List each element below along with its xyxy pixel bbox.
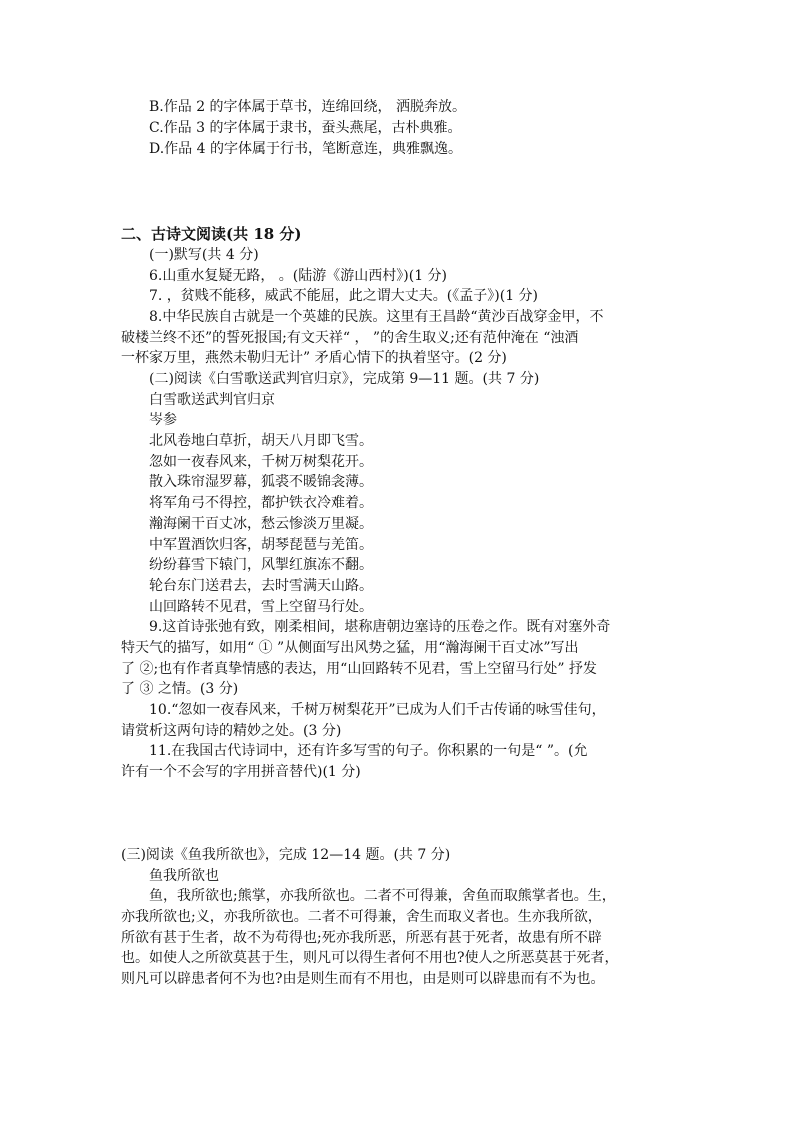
question-11-line: 11.在我国古代诗词中，还有许多写雪的句子。你积累的一句是“ ”。(允: [149, 743, 588, 759]
subsection-heading: (三)阅读《鱼我所欲也》，完成 12—14 题。(共 7 分): [121, 847, 451, 863]
passage-line: 也。如使人之所欲莫甚于生，则凡可以得生者何不用也?使人之所恶莫甚于死者，: [121, 950, 619, 966]
passage-line: 亦我所欲也;义，亦我所欲也。二者不可得兼，舍生而取义者也。生亦我所欲，: [121, 909, 602, 925]
poem-line: 瀚海阑干百丈冰，愁云惨淡万里凝。: [149, 516, 373, 532]
subsection-heading: (一)默写(共 4 分): [149, 247, 259, 263]
question-9-line: 特天气的描写，如用“ ① ”从侧面写出风势之猛，用“瀚海阑干百丈冰”写出: [121, 640, 579, 656]
option-b: B.作品 2 的字体属于草书，连绵回绕， 洒脱奔放。: [149, 99, 466, 115]
poem-line: 纷纷暮雪下辕门，风掣红旗冻不翻。: [149, 557, 373, 573]
question-8-line: 一杯家万里，燕然未勒归无计” 矛盾心情下的执着坚守。(2 分): [121, 350, 507, 366]
poem-line: 山回路转不见君，雪上空留马行处。: [149, 599, 373, 615]
question-11-line: 许有一个不会写的字用拼音替代)(1 分): [121, 764, 361, 780]
option-c: C.作品 3 的字体属于隶书，蚕头燕尾，古朴典雅。: [149, 120, 462, 136]
passage-line: 所欲有甚于生者，故不为苟得也;死亦我所恶，所恶有甚于死者，故患有所不辟: [121, 930, 602, 946]
passage-line: 则凡可以辟患者何不为也?由是则生而有不用也，由是则可以辟患而有不为也。: [121, 971, 605, 987]
option-d: D.作品 4 的字体属于行书，笔断意连，典雅飘逸。: [149, 141, 462, 157]
poem-line: 忽如一夜春风来，千树万树梨花开。: [149, 454, 373, 470]
passage-title: 鱼我所欲也: [149, 868, 219, 884]
poem-line: 散入珠帘湿罗幕，狐裘不暖锦衾薄。: [149, 474, 373, 490]
question-9-line: 了 ②;也有作者真挚情感的表达，用“山回路转不见君，雪上空留马行处” 抒发: [121, 661, 597, 677]
question-10-line: 请赏析这两句诗的精妙之处。(3 分): [121, 723, 342, 739]
question-9-line: 9.这首诗张弛有致，刚柔相间，堪称唐朝边塞诗的压卷之作。既有对塞外奇: [149, 619, 611, 635]
section-heading: 二、古诗文阅读(共 18 分): [121, 225, 302, 243]
question-7: 7. ，贫贱不能移，威武不能屈，此之谓大丈夫。(《孟子》)(1 分): [149, 288, 539, 304]
poem-line: 北风卷地白草折，胡天八月即飞雪。: [149, 433, 373, 449]
poem-line: 轮台东门送君去，去时雪满天山路。: [149, 578, 373, 594]
question-10-line: 10.“忽如一夜春风来，千树万树梨花开”已成为人们千古传诵的咏雪佳句，: [149, 702, 606, 718]
question-8-line: 8.中华民族自古就是一个英雄的民族。这里有王昌龄“黄沙百战穿金甲，不: [149, 309, 604, 325]
poem-title: 白雪歌送武判官归京: [149, 392, 275, 408]
question-6: 6.山重水复疑无路， 。(陆游《游山西村》)(1 分): [149, 268, 448, 284]
poem-author: 岑参: [149, 412, 177, 428]
poem-line: 将军角弓不得控，都护铁衣冷难着。: [149, 495, 373, 511]
passage-line: 鱼，我所欲也;熊掌，亦我所欲也。二者不可得兼，舍鱼而取熊掌者也。生，: [149, 888, 616, 904]
question-9-line: 了 ③ 之情。(3 分): [121, 681, 239, 697]
subsection-heading: (二)阅读《白雪歌送武判官归京》，完成第 9—11 题。(共 7 分): [149, 371, 540, 387]
question-8-line: 破楼兰终不还”的誓死报国;有文天祥“ ， ”的舍生取义;还有范仲淹在 “浊酒: [121, 330, 579, 346]
poem-line: 中军置酒饮归客，胡琴琵琶与羌笛。: [149, 537, 373, 553]
